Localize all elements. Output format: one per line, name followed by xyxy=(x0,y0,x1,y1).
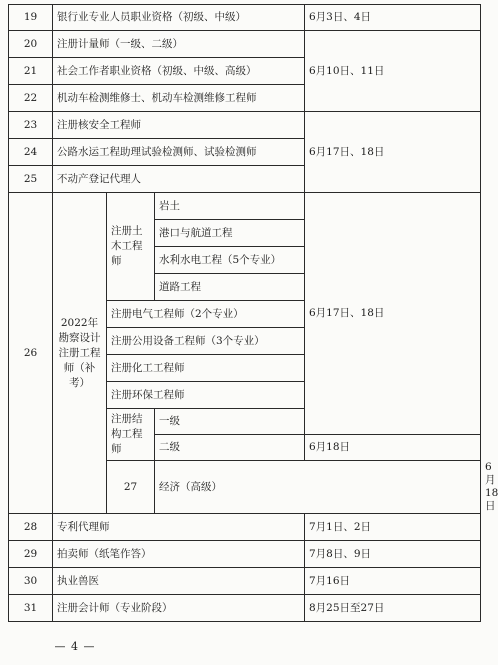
table-row xyxy=(9,514,481,541)
table-row xyxy=(9,31,481,58)
table-row xyxy=(9,112,481,139)
exam-date: 6月17日、18日 xyxy=(305,112,481,193)
exam-name: 银行业专业人员职业资格（初级、中级） xyxy=(53,5,305,31)
row-number: 27 xyxy=(107,461,155,514)
table-row xyxy=(9,193,481,220)
row-number: 28 xyxy=(9,514,53,541)
row-number: 20 xyxy=(9,31,53,58)
specialty-item: 水利水电工程（5个专业） xyxy=(155,247,305,274)
row-number: 26 xyxy=(9,193,53,514)
exam-date: 7月8日、9日 xyxy=(305,541,481,568)
exam-schedule-table xyxy=(8,4,498,622)
exam-name: 注册核安全工程师 xyxy=(53,112,305,139)
exam-date: 6月10日、11日 xyxy=(305,31,481,112)
table-row: 27 经济（高级） 6月18日 xyxy=(9,461,481,514)
exam-name: 不动产登记代理人 xyxy=(53,166,305,193)
page-number: — 4 — xyxy=(54,640,96,653)
row-number: 21 xyxy=(9,58,53,85)
table-row xyxy=(9,595,481,622)
row-number: 30 xyxy=(9,568,53,595)
exam-date: 6月3日、4日 xyxy=(305,5,481,31)
exam-name: 执业兽医 xyxy=(53,568,305,595)
exam-date: 6月18日 xyxy=(305,435,481,461)
specialty-item: 一级 xyxy=(155,409,305,435)
exam-name: 公路水运工程助理试验检测师、试验检测师 xyxy=(53,139,305,166)
row-number: 29 xyxy=(9,541,53,568)
exam-name: 注册计量师（一级、二级） xyxy=(53,31,305,58)
exam-name: 社会工作者职业资格（初级、中级、高级） xyxy=(53,58,305,85)
exam-name: 拍卖师（纸笔作答） xyxy=(53,541,305,568)
specialty-item: 港口与航道工程 xyxy=(155,220,305,247)
specialty-item: 道路工程 xyxy=(155,274,305,301)
table-row xyxy=(9,5,481,31)
exam-name: 机动车检测维修士、机动车检测维修工程师 xyxy=(53,85,305,112)
specialty-item: 注册化工工程师 xyxy=(107,355,305,382)
row-number: 19 xyxy=(9,5,53,31)
exam-date: 6月17日、18日 xyxy=(305,193,481,435)
table-row xyxy=(9,541,481,568)
exam-name: 经济（高级） xyxy=(155,461,481,514)
sub-group-label xyxy=(107,409,155,461)
exam-name: 专利代理师 xyxy=(53,514,305,541)
structural-engineer-label: 注册结构工程师 xyxy=(111,413,143,455)
exam-date: 7月1日、2日 xyxy=(305,514,481,541)
row-number: 31 xyxy=(9,595,53,622)
row-number: 25 xyxy=(9,166,53,193)
specialty-item: 注册环保工程师 xyxy=(107,382,305,409)
specialty-item: 注册电气工程师（2个专业） xyxy=(107,301,305,328)
specialty-item: 岩土 xyxy=(155,193,305,220)
specialty-item: 二级 xyxy=(155,435,305,461)
row-number: 23 xyxy=(9,112,53,139)
exam-group-label xyxy=(53,193,107,514)
sub-group-label xyxy=(107,193,155,301)
row-number: 22 xyxy=(9,85,53,112)
exam-name: 注册会计师（专业阶段） xyxy=(53,595,305,622)
specialty-item: 注册公用设备工程师（3个专业） xyxy=(107,328,305,355)
civil-engineer-label: 注册土木工程师 xyxy=(111,225,143,267)
row-number: 24 xyxy=(9,139,53,166)
exam-date: 7月16日 xyxy=(305,568,481,595)
table-row xyxy=(9,568,481,595)
exam-date: 8月25日至27日 xyxy=(305,595,481,622)
exam-group-text: 2022年勘察设计注册工程师（补考） xyxy=(58,316,101,389)
